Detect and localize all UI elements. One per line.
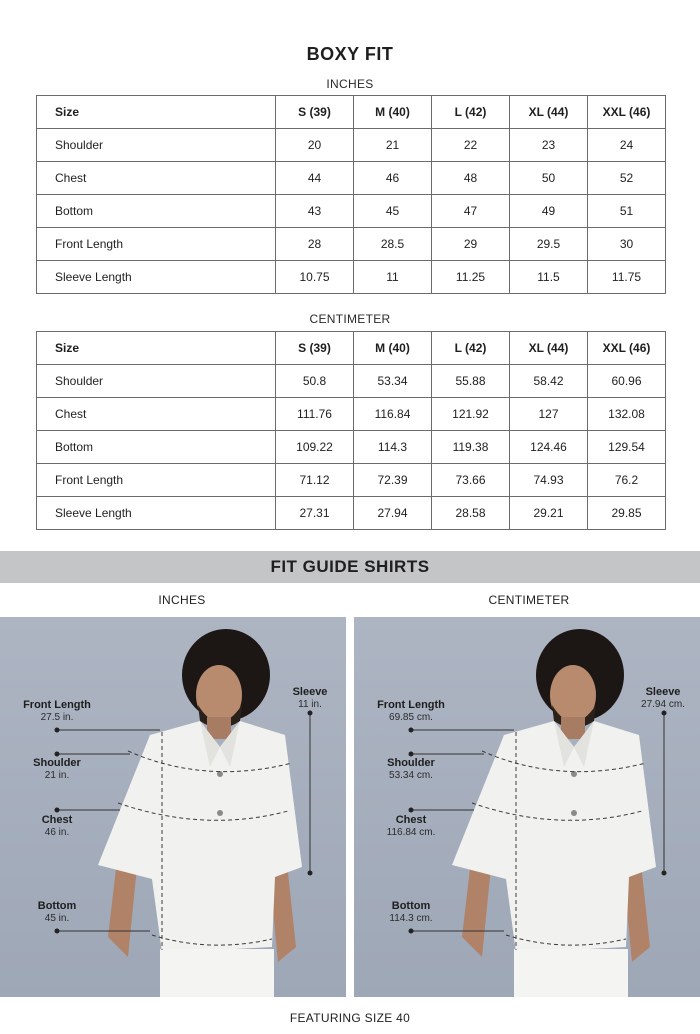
model-illustration	[354, 617, 700, 997]
measurement-value: 11	[354, 261, 432, 294]
inches-table-label: INCHES	[326, 77, 374, 91]
measurement-value: 43	[276, 195, 354, 228]
front-length-annotation	[10, 699, 104, 723]
annotation-value: 21 in.	[44, 769, 70, 781]
size-column-header: XXL (46)	[588, 96, 666, 129]
measurement-value: 29	[432, 228, 510, 261]
measurement-value: 60.96	[588, 365, 666, 398]
size-column-header: XXL (46)	[588, 332, 666, 365]
size-column-header: L (42)	[432, 96, 510, 129]
annotation-name: Shoulder	[33, 757, 81, 769]
table-row	[37, 398, 666, 431]
measurement-value: 109.22	[276, 431, 354, 464]
measurement-label: Front Length	[37, 464, 276, 497]
table-row	[37, 365, 666, 398]
annotation-value: 27.5 in.	[40, 711, 74, 723]
annotation-value: 69.85 cm.	[389, 711, 433, 723]
size-column-header: XL (44)	[510, 332, 588, 365]
measurement-value: 48	[432, 162, 510, 195]
measurement-value: 71.12	[276, 464, 354, 497]
table-row	[37, 261, 666, 294]
table-header-row	[37, 332, 666, 365]
measurement-value: 50.8	[276, 365, 354, 398]
fit-guide-banner: FIT GUIDE SHIRTS	[0, 551, 700, 583]
measurement-label: Shoulder	[37, 365, 276, 398]
measurement-value: 11.75	[588, 261, 666, 294]
table-row	[37, 195, 666, 228]
size-column-header: S (39)	[276, 332, 354, 365]
measurement-value: 28.58	[432, 497, 510, 530]
measurement-value: 21	[354, 129, 432, 162]
front-length-annotation	[364, 699, 458, 723]
featuring-size-note: FEATURING SIZE 40	[289, 1011, 411, 1025]
measurement-value: 20	[276, 129, 354, 162]
measurement-value: 11.25	[432, 261, 510, 294]
measurement-value: 129.54	[588, 431, 666, 464]
shoulder-annotation	[374, 757, 448, 781]
measurement-value: 114.3	[354, 431, 432, 464]
measurement-value: 23	[510, 129, 588, 162]
table-header-row	[37, 96, 666, 129]
measurement-value: 55.88	[432, 365, 510, 398]
annotation-name: Chest	[395, 814, 427, 826]
measurement-value: 29.21	[510, 497, 588, 530]
measurement-value: 124.46	[510, 431, 588, 464]
annotation-value: 27.94 cm.	[641, 698, 685, 710]
measurement-label: Chest	[37, 162, 276, 195]
chest-annotation	[22, 814, 92, 838]
size-column-header: S (39)	[276, 96, 354, 129]
bottom-annotation	[374, 900, 448, 924]
measurement-value: 10.75	[276, 261, 354, 294]
measurement-value: 132.08	[588, 398, 666, 431]
measurement-value: 111.76	[276, 398, 354, 431]
measurement-label: Sleeve Length	[37, 261, 276, 294]
measurement-value: 73.66	[432, 464, 510, 497]
measurement-value: 24	[588, 129, 666, 162]
annotation-value: 114.3 cm.	[389, 912, 433, 924]
size-column-header: XL (44)	[510, 96, 588, 129]
measurement-label: Shoulder	[37, 129, 276, 162]
measurement-value: 58.42	[510, 365, 588, 398]
table-row	[37, 464, 666, 497]
sleeve-annotation	[280, 686, 340, 710]
measurement-value: 119.38	[432, 431, 510, 464]
measurement-value: 76.2	[588, 464, 666, 497]
measurement-value: 127	[510, 398, 588, 431]
size-header: Size	[37, 332, 276, 365]
measurement-label: Bottom	[37, 431, 276, 464]
measurement-value: 28.5	[354, 228, 432, 261]
annotation-name: Front Length	[377, 699, 445, 711]
cm-size-table	[36, 331, 666, 530]
measurement-value: 29.5	[510, 228, 588, 261]
measurement-value: 28	[276, 228, 354, 261]
measurement-value: 50	[510, 162, 588, 195]
fit-guide-inches-label: INCHES	[158, 593, 206, 607]
fit-photo-inches	[0, 617, 346, 997]
chest-annotation	[374, 814, 448, 838]
cm-table-label: CENTIMETER	[309, 312, 391, 326]
table-row	[37, 497, 666, 530]
table-row	[37, 431, 666, 464]
measurement-value: 46	[354, 162, 432, 195]
measurement-value: 72.39	[354, 464, 432, 497]
fit-guide-cm-label: CENTIMETER	[488, 593, 570, 607]
measurement-value: 52	[588, 162, 666, 195]
measurement-value: 121.92	[432, 398, 510, 431]
measurement-value: 29.85	[588, 497, 666, 530]
measurement-label: Chest	[37, 398, 276, 431]
annotation-value: 11 in.	[298, 698, 322, 710]
annotation-value: 45 in.	[44, 912, 70, 924]
annotation-value: 53.34 cm.	[389, 769, 433, 781]
measurement-label: Front Length	[37, 228, 276, 261]
measurement-label: Sleeve Length	[37, 497, 276, 530]
measurement-value: 51	[588, 195, 666, 228]
annotation-name: Shoulder	[387, 757, 435, 769]
size-column-header: L (42)	[432, 332, 510, 365]
annotation-name: Front Length	[23, 699, 91, 711]
table-row	[37, 162, 666, 195]
annotation-name: Sleeve	[292, 686, 328, 698]
measurement-value: 30	[588, 228, 666, 261]
measurement-value: 74.93	[510, 464, 588, 497]
inches-size-table	[36, 95, 666, 294]
annotation-name: Bottom	[37, 900, 77, 912]
measurement-value: 49	[510, 195, 588, 228]
model-illustration	[0, 617, 346, 997]
table-row	[37, 129, 666, 162]
measurement-value: 27.31	[276, 497, 354, 530]
annotation-name: Chest	[41, 814, 73, 826]
measurement-value: 53.34	[354, 365, 432, 398]
size-column-header: M (40)	[354, 96, 432, 129]
measurement-label: Bottom	[37, 195, 276, 228]
table-row	[37, 228, 666, 261]
measurement-value: 45	[354, 195, 432, 228]
size-column-header: M (40)	[354, 332, 432, 365]
annotation-name: Bottom	[391, 900, 431, 912]
measurement-value: 27.94	[354, 497, 432, 530]
page-title: BOXY FIT	[306, 44, 394, 64]
measurement-value: 11.5	[510, 261, 588, 294]
measurement-value: 44	[276, 162, 354, 195]
measurement-value: 116.84	[354, 398, 432, 431]
sleeve-annotation	[630, 686, 696, 710]
shoulder-annotation	[22, 757, 92, 781]
annotation-name: Sleeve	[645, 686, 681, 698]
measurement-value: 47	[432, 195, 510, 228]
bottom-annotation	[22, 900, 92, 924]
annotation-value: 46 in.	[44, 826, 70, 838]
size-header: Size	[37, 96, 276, 129]
measurement-value: 22	[432, 129, 510, 162]
annotation-value: 116.84 cm.	[386, 826, 436, 838]
fit-photo-centimeter	[354, 617, 700, 997]
